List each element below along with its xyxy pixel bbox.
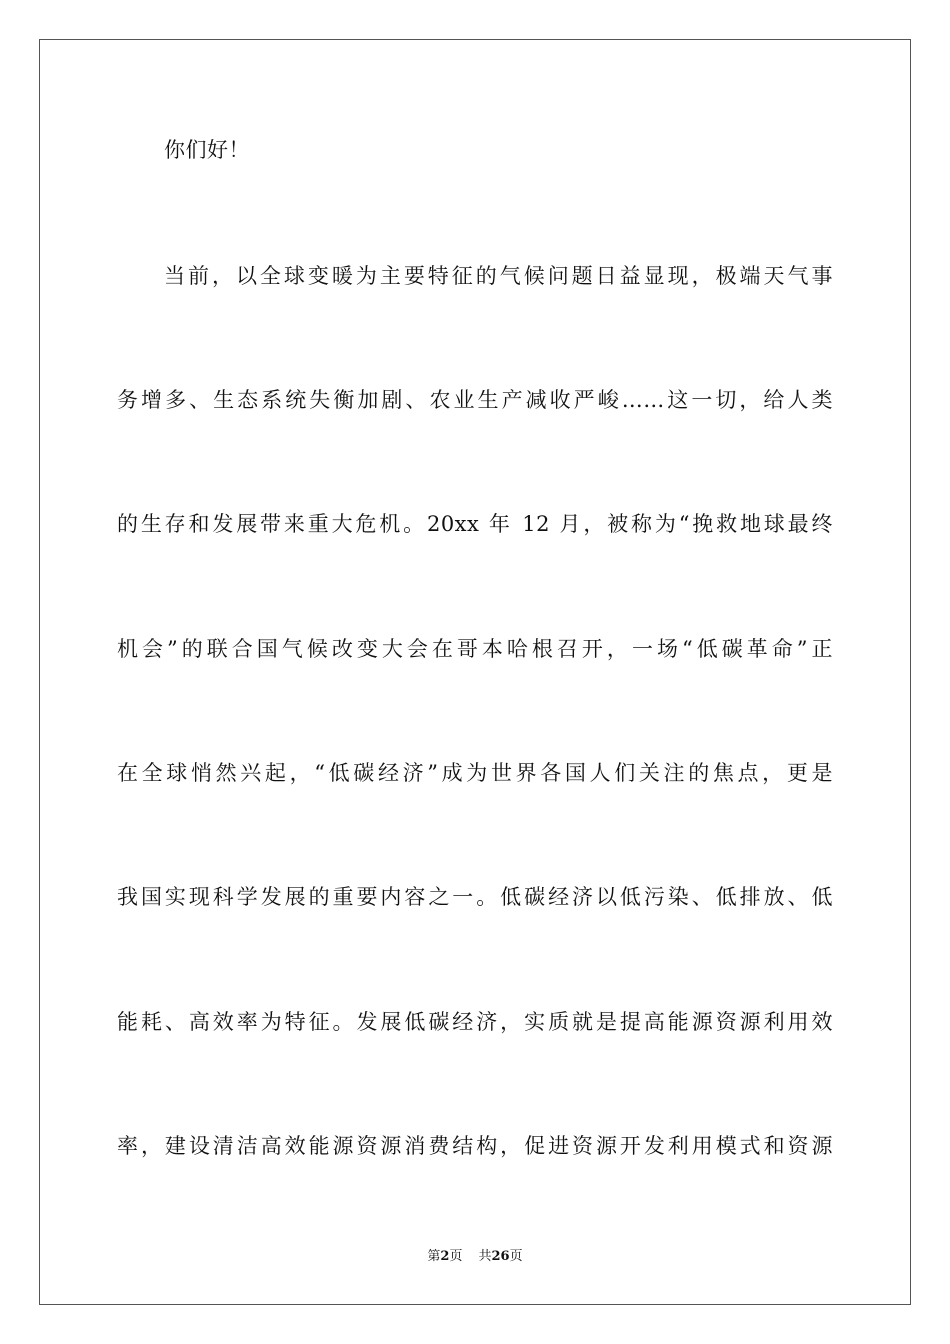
paragraph-line-3: 的生存和发展带来重大危机。20xx 年 12 月，被称为“挽救地球最终: [117, 512, 833, 536]
paragraph-line-4: 机会”的联合国气候改变大会在哥本哈根召开，一场“低碳革命”正: [117, 637, 833, 661]
total-suffix: 页: [509, 1249, 523, 1264]
total-pages: 26: [491, 1249, 510, 1264]
page-suffix: 页: [449, 1249, 463, 1264]
greeting-line: 你们好！: [164, 138, 250, 162]
paragraph-line-8: 率，建设清洁高效能源资源消费结构，促进资源开发利用模式和资源: [117, 1134, 833, 1158]
page-footer: [0, 1248, 950, 1266]
page-frame: [39, 39, 911, 1305]
page-prefix: 第: [427, 1249, 441, 1264]
paragraph-line-6: 我国实现科学发展的重要内容之一。低碳经济以低污染、低排放、低: [117, 885, 833, 909]
paragraph-line-2: 务增多、生态系统失衡加剧、农业生产减收严峻……这一切，给人类: [117, 388, 833, 412]
page-number: 2: [440, 1249, 450, 1264]
total-prefix: 共: [478, 1249, 492, 1264]
paragraph-line-5: 在全球悄然兴起，“低碳经济”成为世界各国人们关注的焦点，更是: [117, 761, 833, 785]
paragraph-line-1: 当前，以全球变暖为主要特征的气候问题日益显现，极端天气事: [164, 264, 833, 288]
paragraph-line-7: 能耗、高效率为特征。发展低碳经济，实质就是提高能源资源利用效: [117, 1010, 833, 1034]
